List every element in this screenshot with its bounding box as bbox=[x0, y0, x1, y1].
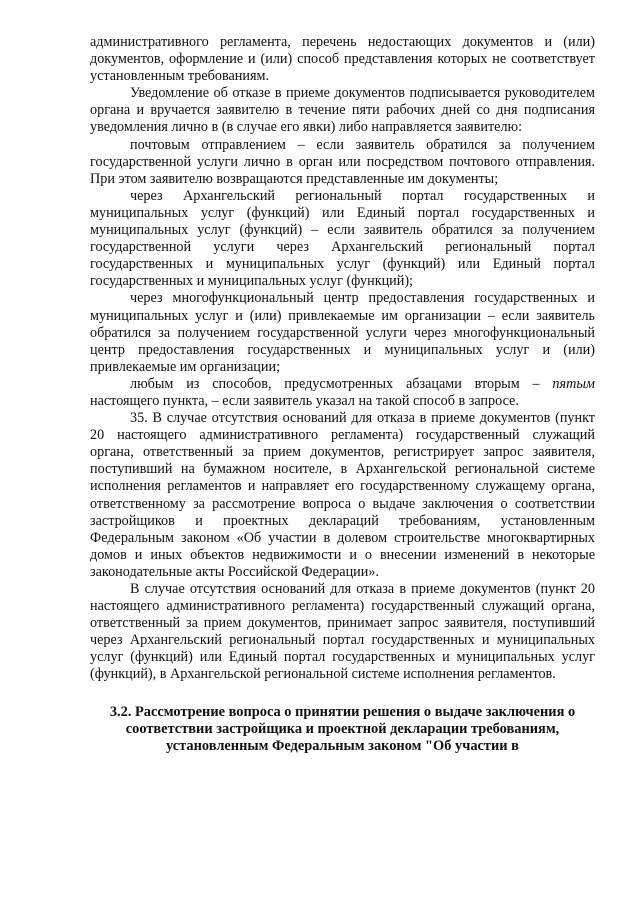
paragraph-any-way-end: настоящего пункта, – если заявитель указал на такой способ в запросе. bbox=[90, 392, 519, 409]
paragraph-rejection-list-end: административного регламента, перечень недостающих документов и (или) документов, оформление и (или) способ представления которых не соответствует установленным требованиям. bbox=[90, 34, 595, 85]
paragraph-rejection-notice: Уведомление об отказе в приеме документов подписывается руководителем органа и вручается заявителю в течение пяти рабочих дней со дня подписания уведомления лично в (в случае его явки) либо направляется заявителю: bbox=[90, 85, 595, 136]
paragraph-any-way bbox=[90, 376, 595, 410]
section-heading-line-1: 3.2. Рассмотрение вопроса о принятии решения о выдаче заключения о bbox=[109, 703, 576, 720]
document-page bbox=[90, 34, 595, 756]
paragraph-by-post: почтовым отправлением – если заявитель обратился за получением государственной услуги лично в орган или посредством почтового отправления. При этом заявителю возвращаются представленные им документы; bbox=[90, 136, 595, 187]
section-heading-line-3: установленным Федеральным законом "Об участии в bbox=[166, 738, 519, 755]
paragraph-by-portal: через Архангельский региональный портал государственных и муниципальных услуг (функций) или Единый портал государственных и муниципальных услуг (функций) – если заявитель обратился за получением государственной услуги через Архангельский региональный портал государственных и муниципальных услуг (функций) или Единый портал государственных и муниципальных услуг (функций); bbox=[90, 187, 595, 290]
italic-word-fifth: пятым bbox=[552, 375, 595, 392]
paragraph-portal-registration: В случае отсутствия оснований для отказа в приеме документов (пункт 20 настоящего административного регламента) государственный служащий органа, ответственный за прием документов, принимает запрос заявителя, поступивший через Архангельский региональный портал государственных и муниципальных услуг (функций) или Единый портал государственных и муниципальных услуг (функций), в Архангельской региональной системе исполнения регламентов. bbox=[90, 581, 595, 683]
section-heading-3-2 bbox=[90, 704, 595, 756]
paragraph-by-mfc: через многофункциональный центр предоставления государственных и муниципальных услуг и (или) привлекаемые им организации – если заявитель обратился за получением государственной услуги через многофункциональный центр предоставления государственных и муниципальных услуг и (или) привлекаемые им организации; bbox=[90, 290, 595, 375]
paragraph-any-way-start: любым из способов, предусмотренных абзацами вторым – bbox=[130, 375, 553, 392]
paragraph-item-35: 35. В случае отсутствия оснований для отказа в приеме документов (пункт 20 настоящего административного регламента) государственный служащий органа, ответственный за прием документов, регистрирует запрос заявителя, поступивший на бумажном носителе, в Архангельской региональной системе исполнения регламентов и направляет его государственному служащему органа, ответственному за рассмотрение вопроса о выдаче заключения о соответствии застройщиков и проектных деклараций требованиям, установленным Федеральным законом «Об участии в долевом строительстве многоквартирных домов и иных объектов недвижимости и о внесении изменений в некоторые законодательные акты Российской Федерации». bbox=[90, 410, 595, 580]
section-heading-line-2: соответствии застройщика и проектной декларации требованиям, bbox=[125, 720, 560, 737]
